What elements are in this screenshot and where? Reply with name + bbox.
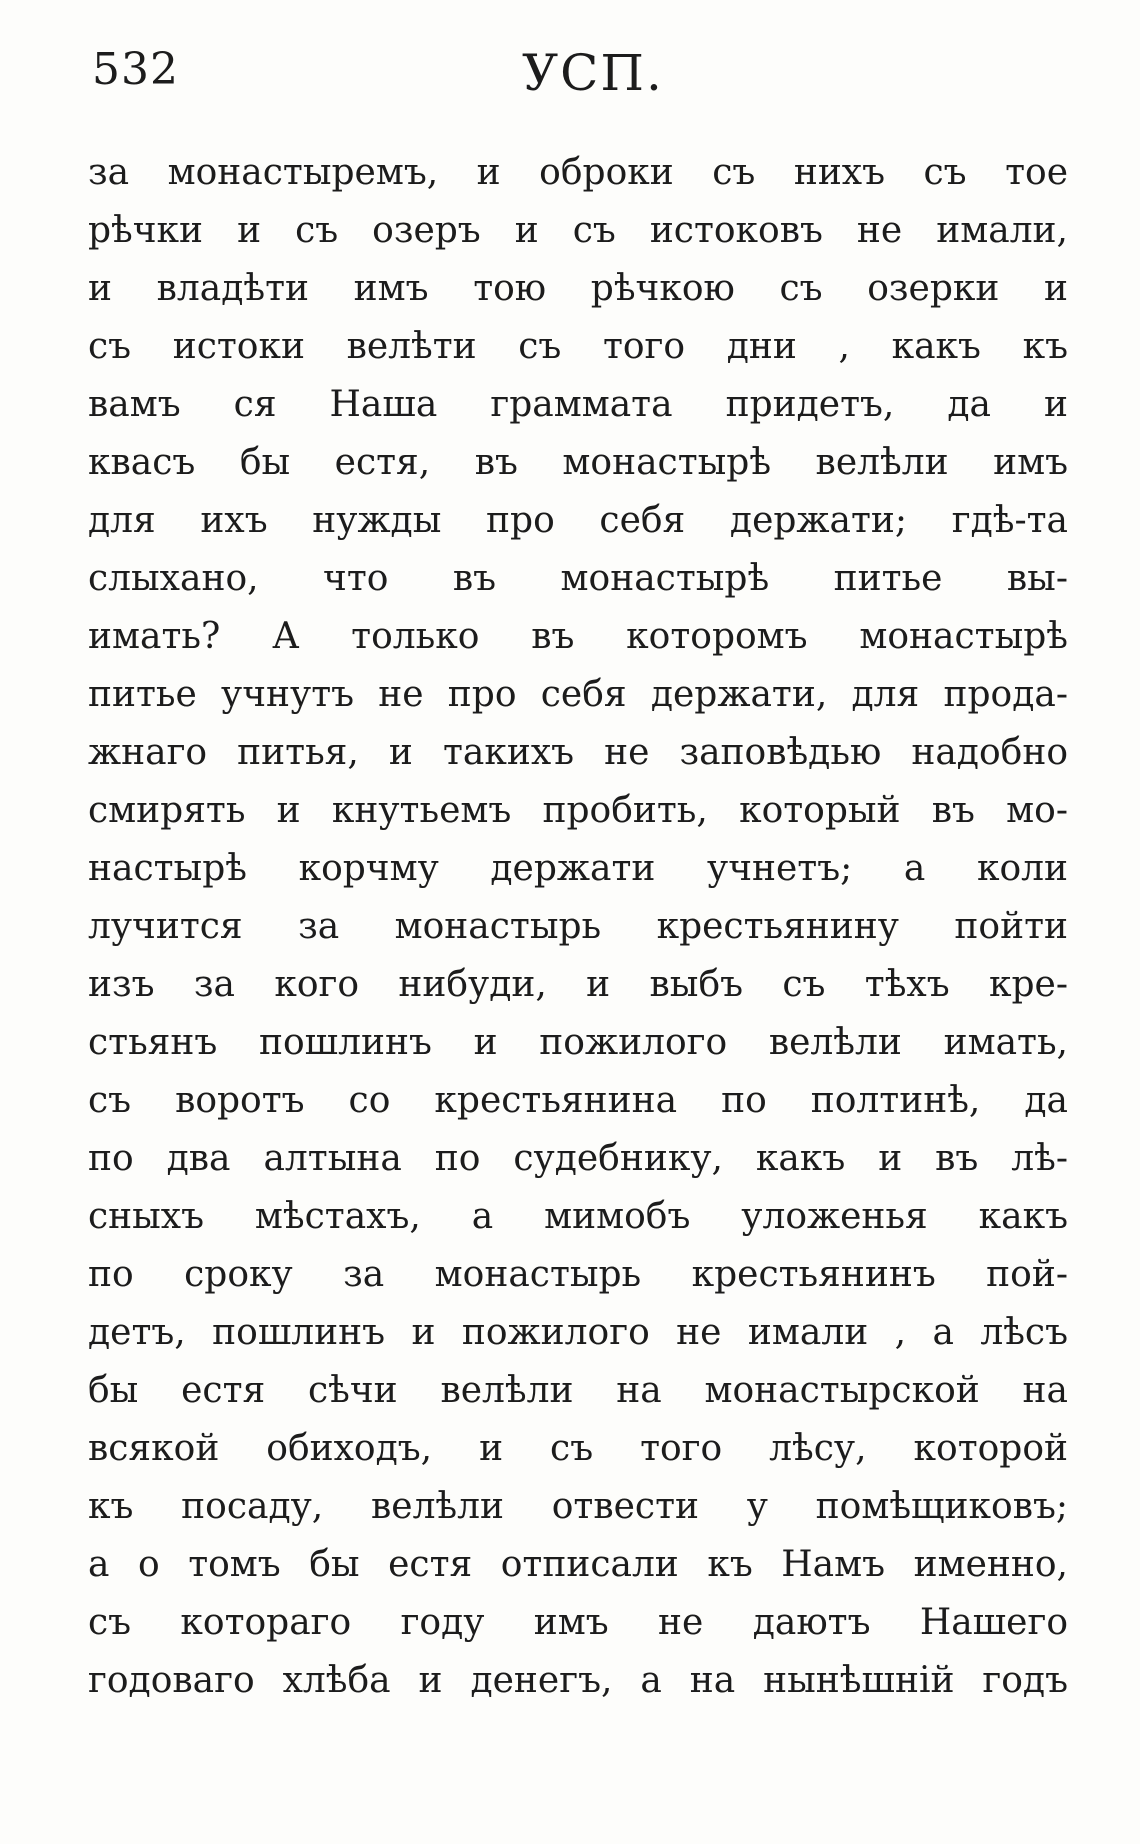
text-line: по два алтына по судебнику, какъ и въ лѣ- (88, 1138, 1068, 1179)
text-line: къ посаду, велѣли отвести у помѣщиковъ; (88, 1486, 1068, 1527)
text-line: всякой обиходъ, и съ того лѣсу, которой (88, 1428, 1068, 1469)
page-header (92, 44, 1072, 114)
text-line: для ихъ нужды про себя держати; гдѣ-та (88, 500, 1068, 541)
text-line: за монастыремъ, и оброки съ нихъ съ тое (88, 152, 1068, 193)
body-text (88, 144, 1068, 1710)
text-line: бы естя сѣчи велѣли на монастырской на (88, 1370, 1068, 1411)
text-line: рѣчки и съ озеръ и съ истоковъ не имали, (88, 210, 1068, 251)
text-line: питье учнутъ не про себя держати, для прода- (88, 674, 1068, 715)
text-line: и владѣти имъ тою рѣчкою съ озерки и (88, 268, 1068, 309)
text-line: жнаго питья, и такихъ не заповѣдью надобно (88, 732, 1068, 773)
page-number: 532 (92, 44, 179, 95)
text-line: смирять и кнутьемъ пробить, который въ мо- (88, 790, 1068, 831)
text-line: а о томъ бы естя отписали къ Намъ именно, (88, 1544, 1068, 1585)
text-line: съ котораго году имъ не даютъ Нашего (88, 1602, 1068, 1643)
text-line: слыхано, что въ монастырѣ питье вы- (88, 558, 1068, 599)
text-line: годоваго хлѣба и денегъ, а на нынѣшній годъ (88, 1660, 1068, 1701)
text-line: съ истоки велѣти съ того дни , какъ къ (88, 326, 1068, 367)
running-head: УСП. (522, 44, 664, 102)
text-line: квасъ бы естя, въ монастырѣ велѣли имъ (88, 442, 1068, 483)
text-line: стьянъ пошлинъ и пожилого велѣли имать, (88, 1022, 1068, 1063)
text-line: вамъ ся Наша граммата придетъ, да и (88, 384, 1068, 425)
text-line: имать? А только въ которомъ монастырѣ (88, 616, 1068, 657)
text-line: съ воротъ со крестьянина по полтинѣ, да (88, 1080, 1068, 1121)
text-line: по сроку за монастырь крестьянинъ пой- (88, 1254, 1068, 1295)
text-line: изъ за кого нибуди, и выбъ съ тѣхъ кре- (88, 964, 1068, 1005)
text-line: сныхъ мѣстахъ, а мимобъ уложенья какъ (88, 1196, 1068, 1237)
text-line: настырѣ корчму держати учнетъ; а коли (88, 848, 1068, 889)
text-line: детъ, пошлинъ и пожилого не имали , а лѣсъ (88, 1312, 1068, 1353)
text-line: лучится за монастырь крестьянину пойти (88, 906, 1068, 947)
